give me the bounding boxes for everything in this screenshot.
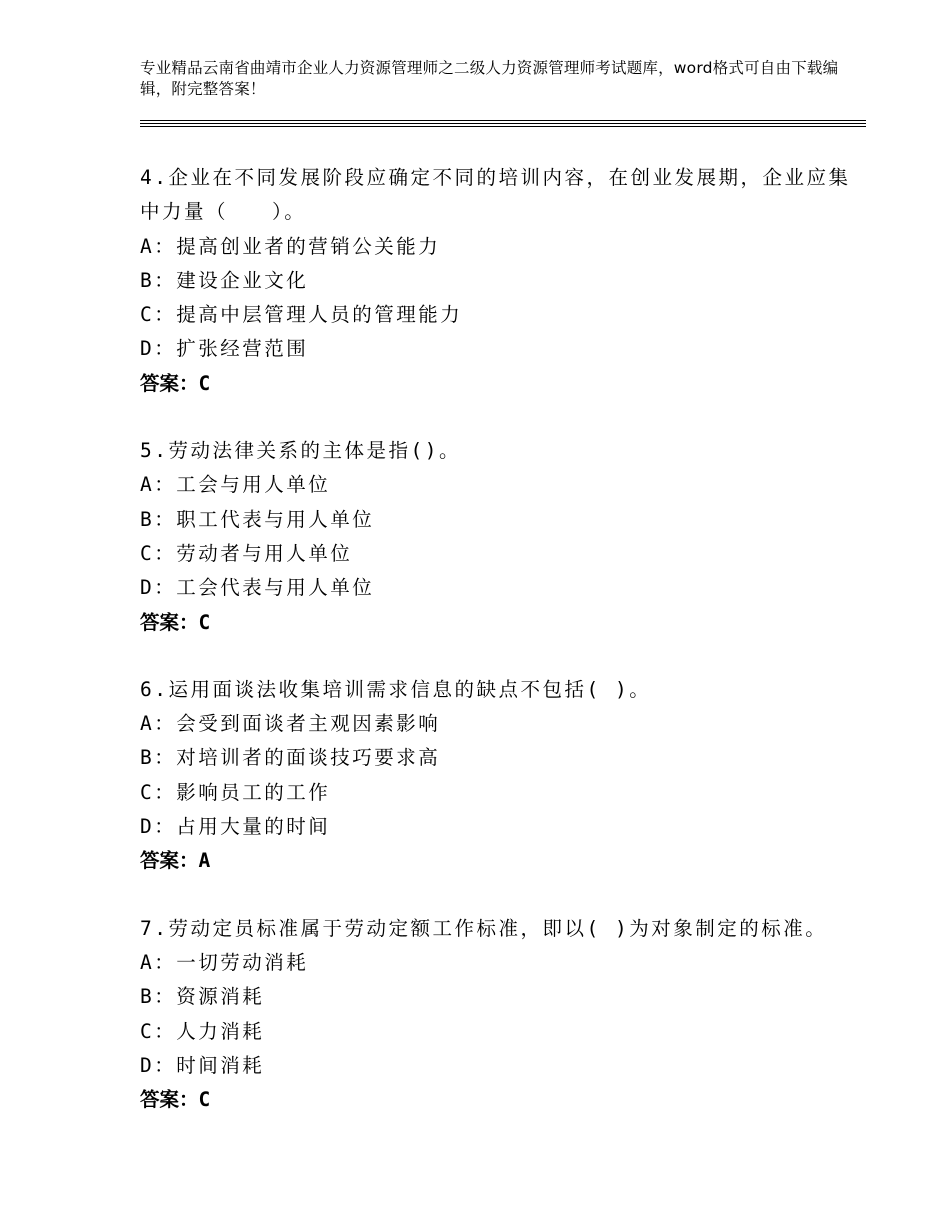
question-stem: 6.运用面谈法收集培训需求信息的缺点不包括( )。 — [140, 677, 652, 701]
header-rule-3 — [140, 126, 866, 127]
question-stem: 4.企业在不同发展阶段应确定不同的培训内容，在创业发展期，企业应集中力量（ ）。 — [140, 166, 851, 224]
option-a: A：会受到面谈者主观因素影响 — [140, 712, 441, 736]
answer-value: A — [198, 849, 211, 873]
answer-value: C — [198, 610, 211, 634]
answer-line — [140, 606, 860, 640]
option-c: C：提高中层管理人员的管理能力 — [140, 303, 463, 327]
question-stem: 5.劳动法律关系的主体是指()。 — [140, 439, 461, 463]
header-title: 专业精品云南省曲靖市企业人力资源管理师之二级人力资源管理师考试题库，word格式可自由下载编辑，附完整答案！ — [140, 59, 839, 98]
answer-value: C — [198, 1088, 211, 1112]
question-4 — [140, 161, 860, 401]
header-rule-1 — [140, 120, 866, 121]
option-d: D：扩张经营范围 — [140, 337, 309, 361]
option-c: C：人力消耗 — [140, 1019, 265, 1043]
option-a: A：提高创业者的营销公关能力 — [140, 234, 441, 258]
question-6 — [140, 673, 860, 879]
option-a: A：一切劳动消耗 — [140, 950, 309, 974]
answer-label: 答案： — [140, 849, 199, 873]
answer-label: 答案： — [140, 371, 199, 395]
answer-value: C — [198, 371, 211, 395]
option-d: D：工会代表与用人单位 — [140, 576, 375, 600]
option-c: C：劳动者与用人单位 — [140, 541, 353, 565]
option-b: B：对培训者的面谈技巧要求高 — [140, 746, 441, 770]
answer-line — [140, 1083, 860, 1117]
option-d: D：时间消耗 — [140, 1053, 265, 1077]
option-a: A：工会与用人单位 — [140, 473, 331, 497]
option-b: B：建设企业文化 — [140, 268, 309, 292]
question-7 — [140, 912, 860, 1118]
header-rule-2 — [140, 123, 866, 124]
option-c: C：影响员工的工作 — [140, 780, 331, 804]
question-list — [140, 161, 860, 1150]
answer-label: 答案： — [140, 1088, 199, 1112]
document-header — [140, 58, 840, 100]
question-5 — [140, 434, 860, 640]
option-b: B：资源消耗 — [140, 985, 265, 1009]
answer-line — [140, 844, 860, 878]
answer-label: 答案： — [140, 610, 199, 634]
option-d: D：占用大量的时间 — [140, 815, 331, 839]
answer-line — [140, 367, 860, 401]
question-stem: 7.劳动定员标准属于劳动定额工作标准，即以( )为对象制定的标准。 — [140, 916, 828, 940]
option-b: B：职工代表与用人单位 — [140, 507, 375, 531]
